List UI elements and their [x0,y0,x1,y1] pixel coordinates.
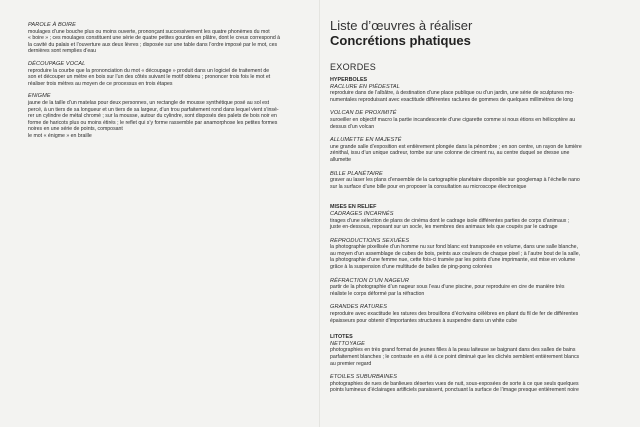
left-page [0,0,319,427]
entry-body [330,144,630,164]
group-heading: MISES EN RELIEF [330,204,377,211]
page-title: Liste d’œuvres à réaliser [330,18,473,33]
entry-line: suroeiller en objectif macro la partie incandescente d’une cigarette comme si nous étions en hélicoptère au [330,116,576,123]
entry [330,137,630,163]
entry [330,84,630,104]
entry [28,61,296,87]
group-heading: LITOTES [330,334,353,341]
entry-line: photographies en très grand format de jeunes filles à la peau laiteuse se baignant dans des salles de bains [330,347,576,354]
entry [330,110,630,130]
group-heading: HYPERBOLES [330,77,368,83]
right-column [330,18,630,401]
entry-title: PAROLE À BOIRE [28,22,76,28]
entry [330,171,630,191]
entry-line: photographies de rues de banlieues désertes vues de nuit, sous-exposées de sorte à ce que seuls quelques [330,380,579,387]
entry-line: le mot « énigme » en braille [28,132,92,139]
entry-line: la photographie d’une femme nue, cette fois-ci tramée par les points d’une imprimante, est mise en volume [330,257,576,264]
group-list [330,77,630,394]
right-page [320,0,640,427]
entry-line: percé, à un tiers de sa longueur et un tiers de sa largeur, d’un trou parfaitement rond dans lequel vient s’insé- [28,106,279,113]
entry [330,238,630,271]
entry-line: graver au laser les plans d’ensemble de la cartographie planétaire disponible sur googlemap à l’échelle nano [330,177,580,184]
entry-line: noires en une série de points, composant [28,126,123,133]
entry-group [330,334,630,394]
entry-body [330,311,630,324]
entry-line: son et découper un mètre en bois sur l’un des côtés suivant le motif obtenu ; prononcer trois fois le mot et [28,74,271,81]
entry-title: REPRODUCTIONS SEXUÉES [330,237,410,244]
entry-line: une grande salle d’exposition est entièrement plongée dans la pénombre ; en son centre, un rayon de lumière [330,143,582,150]
entry [330,341,630,367]
entry-body [28,29,296,55]
entry-body [330,90,630,103]
entry-body [330,177,630,190]
entry-group [330,204,630,324]
entry-line: moulages d’une bouche plus ou moins ouverte, prononçant successivement les quatre phonèmes du mot [28,28,270,35]
entry [330,374,630,394]
entry-line: tirages d’une sélection de plans de cinéma dont le cadrage isole différentes parties de corps d’animaux ; [330,217,570,224]
entry-title: ENIGME [28,93,51,100]
entry-title: NETTOYAGE [330,340,365,347]
entry-body [28,68,296,88]
entry [330,278,630,298]
part-heading: EXORDES [330,62,377,72]
entry-body [330,284,630,297]
entry-title: RACLURE EN PIÉDESTAL [330,83,400,90]
entry-title: VOLCAN DE PROXIMITÉ [330,110,397,117]
entry-title: ALLUMETTE EN MAJESTÉ [330,137,402,144]
entry-line: la photographie pixellisée d’un homme nu sur fond blanc est transposée en volume, dans une salle blanche, [330,244,579,251]
entry-line: juste en-dessous, reposant sur un socle, les membres des animaux tels que coupés par le cadrage [330,224,558,231]
entry-group [330,77,630,190]
entry-line: zénithal, issu d’un unique cadreur, tombe sur une colonne de ciment nu, au centre duquel se dresse une [330,150,570,157]
entry-body [330,244,630,270]
entry-title: BILLE PLANÉTAIRE [330,170,383,177]
entry-line: épaisseurs pour obtenir d’importantes structures à suspendre dans un white cube [330,317,518,324]
entry-line: parfaitement blanches ; le contraste en a été à ce point diminué que les clichés semblent entièrement blancs [330,354,580,360]
entry-line: au moyen d’un assemblage de cubes de bois, peints aux couleurs de chaque pixel ; à l’autre bout de la salle, [330,250,581,257]
entry-line: « boire » ; ces moulages constituent une série de quatre petites gourdes en plâtre, dont le creux correspond à [28,35,281,42]
entry-line: partir de la photographie d’un nageur sous l’eau d’une piscine, pour reproduire en cire de manière très [330,284,565,291]
entry-title: CADRAGES INCARNÉS [330,210,394,217]
entry-title: ETOILES SUBURBAINES [330,374,398,381]
entry-body [330,381,630,394]
entry-line: jaune de la taille d’un matelas pour deux personnes, un rectangle de mousse synthétique posé au sol est [28,99,270,106]
entry-title: RÉFRACTION D’UN NAGEUR [330,277,409,284]
entry-line: réaliser trois mètres au moyen de ce processus en trois étapes [28,80,173,87]
entry-line: dessus d’un volcan [330,123,375,130]
entry-title: DÉCOUPAGE VOCAL [28,60,86,67]
entry [330,211,630,231]
entry-line: au premier regard [330,360,372,367]
entry-line: la cavité du palais et l’ouverture aux deux lèvres ; disposée sur une table dans l’ordre imposé par le mot, ces [28,41,278,48]
entry-line: forme de haricots plus ou moins étirés ; le reflet qui s’y forme rassemble par anamorphose les petites formes [28,119,278,126]
entry-body [330,347,630,367]
entry-line: numentales reproduisant avec exactitude différentes raclures de gommes de quelques millimètres de long [330,96,573,103]
entry-line: reproduire la courbe que la prononciation du mot « découpage » produit dans un logiciel de traitement de [28,67,270,74]
entry-line: grâce à la suspension d’une multitude de balles de ping-pong colorées [330,264,493,271]
entry-line: reproduire avec exactitude les ratures des brouillons d’écrivains célèbres en pliant du fil de fer de différentes [330,311,579,318]
entry [28,22,296,55]
entry-body [28,100,296,140]
entry-body [330,218,630,231]
entry-line: reproduire dans de l’albâtre, à destination d’une place publique ou d’un jardin, une série de sculptures mo- [330,90,574,97]
page-subtitle: Concrétions phatiques [330,33,471,48]
left-entries [28,22,296,146]
entry-line: points lumineux d’éclairages artificiels paraissent, ponctuant la surface de l’image presque entièrement noire [330,387,579,394]
entry-body [330,117,630,130]
entry-line: sur la surface d’une bille pour en proposer la consultation au microscope électronique [330,183,527,190]
entry-line: rer un cylindre de métal chromé ; sur la mousse, autour du cylindre, sont disposés des palets de bois noir en [28,113,277,120]
entry-line: allumette [330,156,352,163]
entry [330,304,630,324]
entry-line: réaliste le corps déformé par la réfraction [330,290,425,297]
entry [28,93,296,139]
entry-title: GRANDES RATURES [330,304,388,311]
entry-line: dernières sont remplies d’eau [28,48,97,55]
